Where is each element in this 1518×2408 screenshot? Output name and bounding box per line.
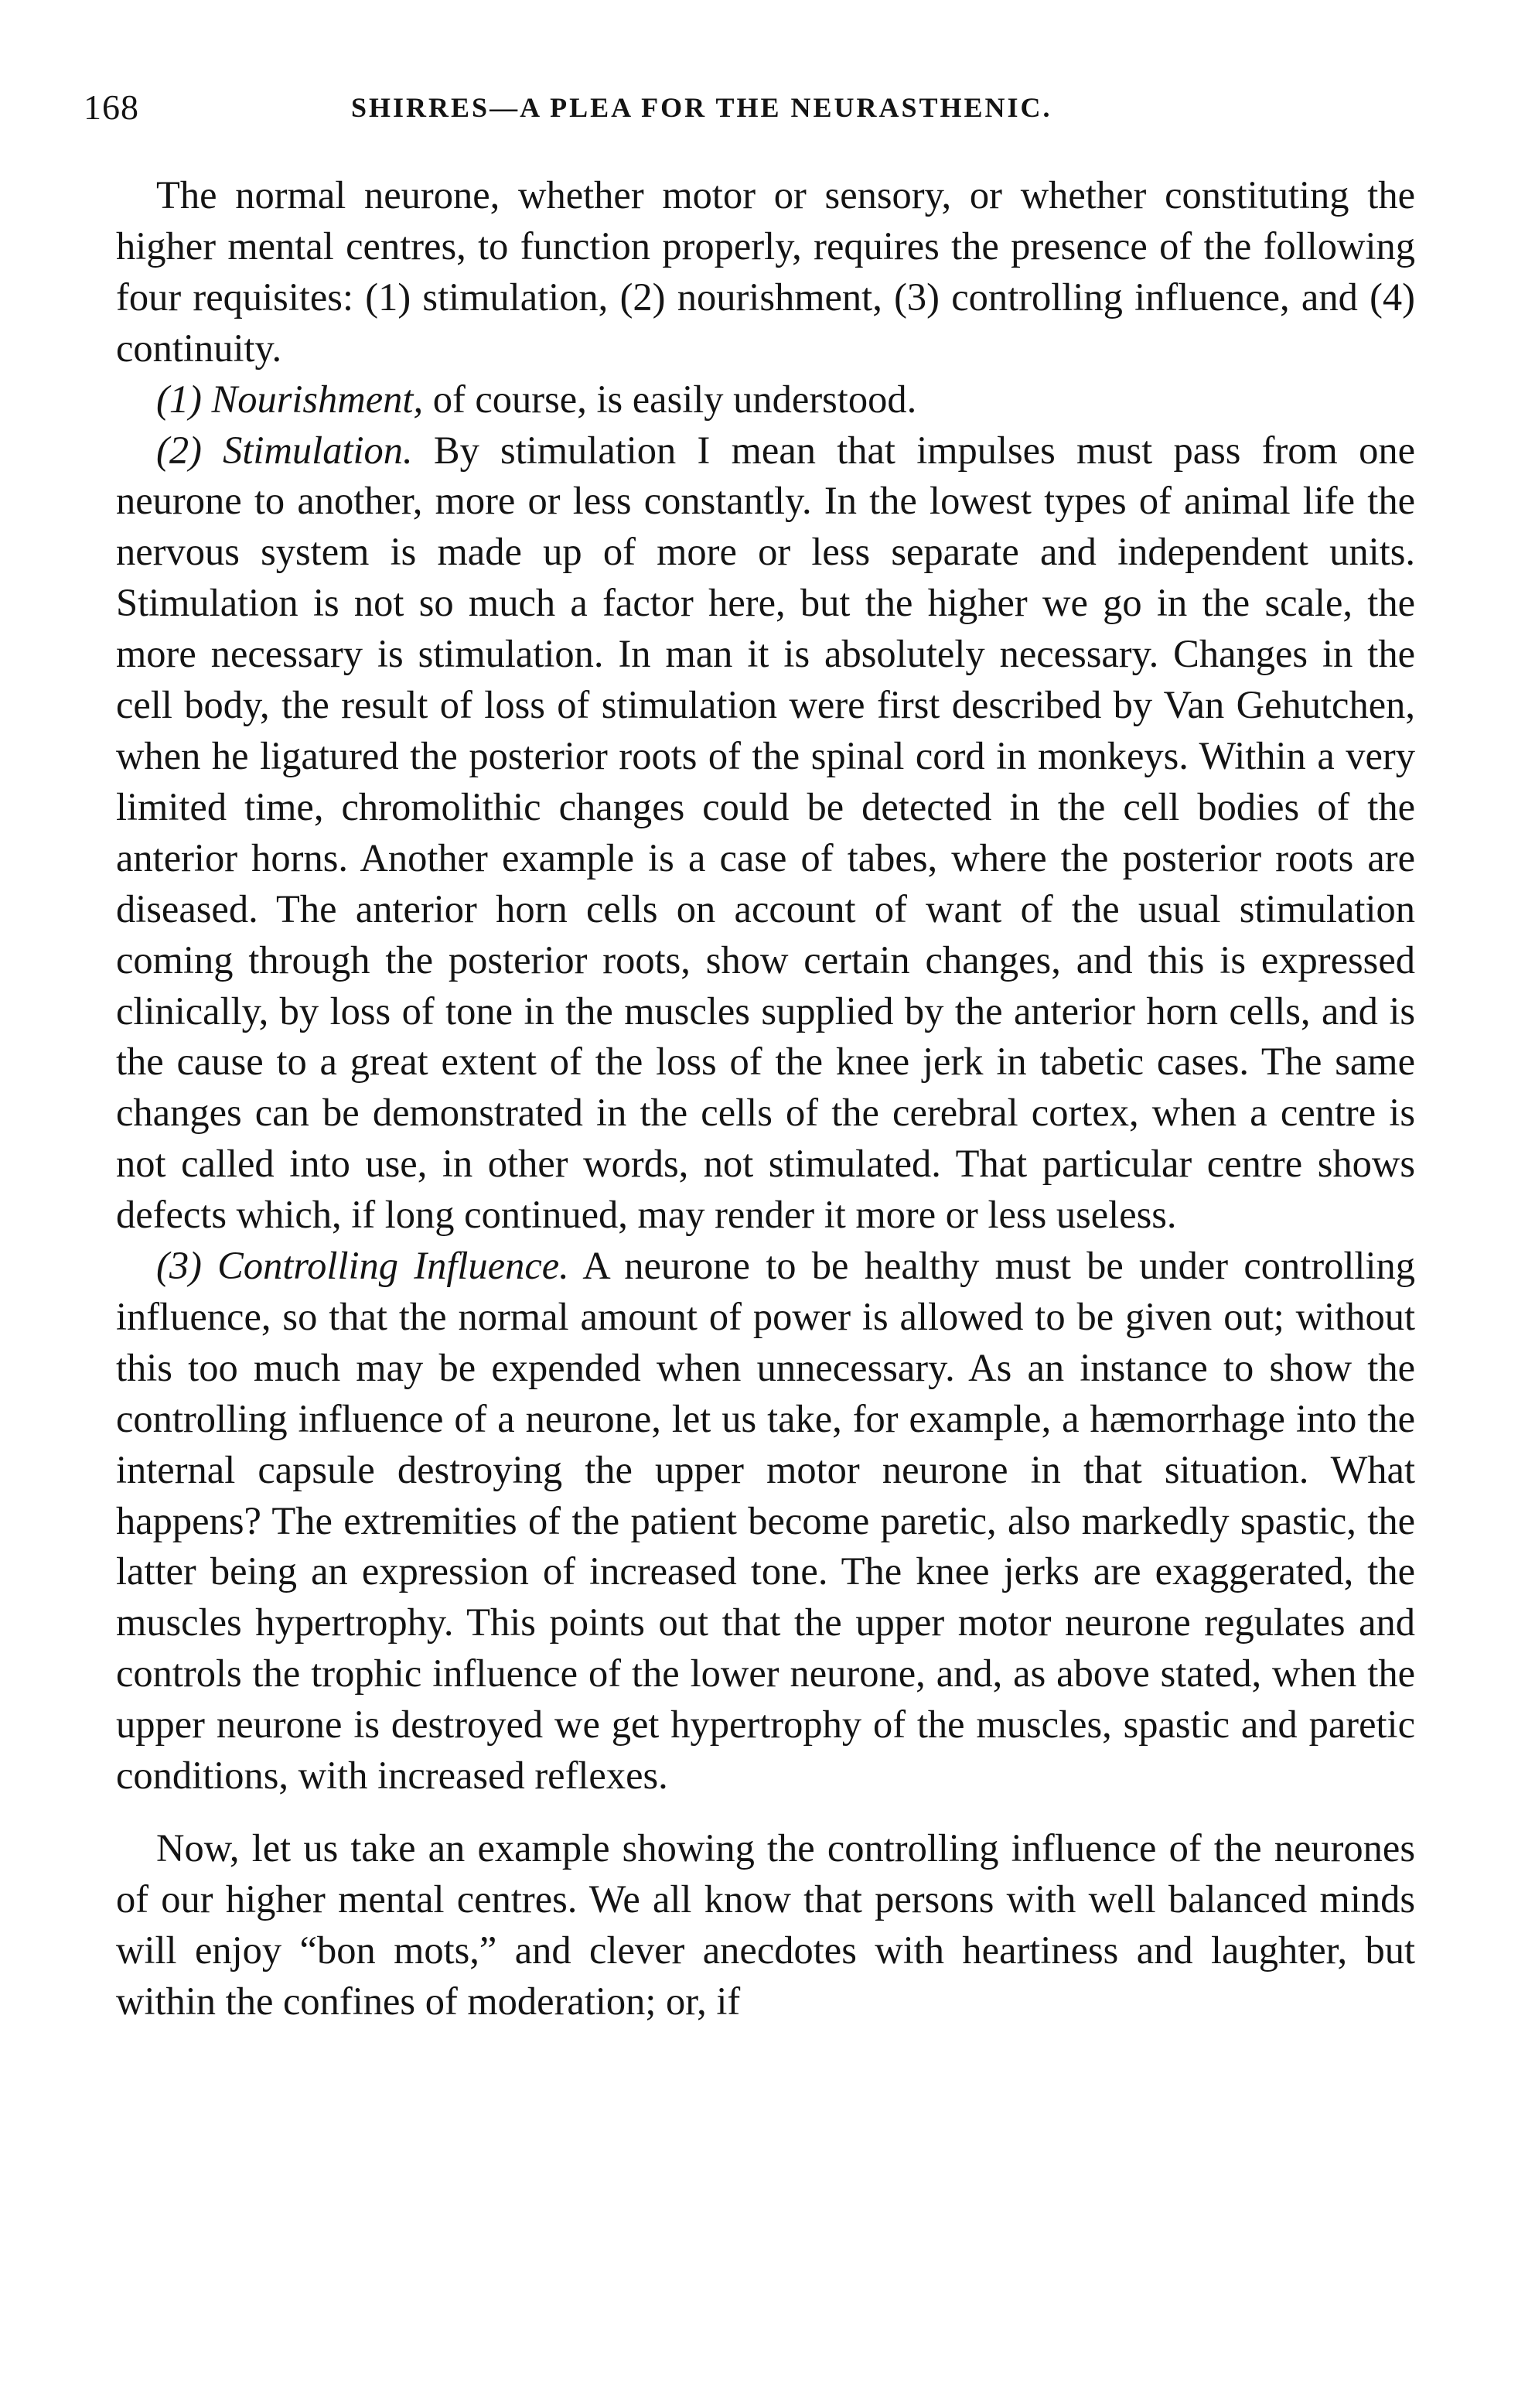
stimulation-heading: (2) Stimulation. — [156, 428, 413, 472]
paragraph-intro-text: The normal neurone, whether motor or sensory, or whether constituting the higher mental centres, to function properly, requires the presence of the following four requisites: (1) stimulation, (2) nourishment, (3) controlling influence, and (4) continuity. — [116, 173, 1415, 370]
paragraph-intro — [116, 170, 1415, 374]
body-text — [116, 170, 1415, 2027]
paragraph-higher-centres — [116, 1823, 1415, 2027]
controlling-influence-heading: (3) Controlling Influence. — [156, 1244, 569, 1288]
paragraph-controlling-influence — [116, 1241, 1415, 1802]
nourishment-heading: (1) Nourishment, — [156, 377, 424, 421]
page-number: 168 — [84, 87, 139, 127]
running-head — [84, 87, 1429, 133]
nourishment-text: of course, is easily understood. — [423, 377, 917, 421]
paragraph-nourishment — [116, 374, 1415, 425]
paragraph-stimulation — [116, 425, 1415, 1242]
stimulation-text: By stimulation I mean that impulses must pass from one neurone to another, more or less constantly. In the lowest types of animal life the nervous system is made up of more or less separate and independent units. Stimulation is not so much a factor here, but the higher we go in the scale, the more necessary is stimulation. In man it is absolutely necessary. Changes in the cell body, the result of loss of stimulation were first described by Van Gehutchen, when he ligatured the posterior roots of the spinal cord in monkeys. Within a very limited time, chromolithic changes could be detected in the cell bodies of the anterior horns. Another example is a case of tabes, where the posterior roots are diseased. The anterior horn cells on account of want of the usual stimulation coming through the posterior roots, show certain changes, and this is expressed clinically, by loss of tone in the muscles supplied by the anterior horn cells, and is the cause to a great extent of the loss of the knee jerk in tabetic cases. The same changes can be demonstrated in the cells of the cerebral cortex, when a centre is not called into use, in other words, not stimulated. That particular centre shows defects which, if long continued, may render it more or less useless. — [116, 428, 1415, 1237]
controlling-influence-text: A neurone to be healthy must be under controlling influence, so that the normal amount of power is allowed to be given out; without this too much may be expended when unnecessary. As an instance to show the controlling influence of a neurone, let us take, for example, a hæmorrhage into the internal capsule destroying the upper motor neurone in that situation. What happens? The extremities of the patient become paretic, also markedly spastic, the latter being an expression of increased tone. The knee jerks are exaggerated, the muscles hypertrophy. This points out that the upper motor neurone regulates and controls the trophic influence of the lower neurone, and, as above stated, when the upper neurone is destroyed we get hypertrophy of the muscles, spastic and paretic conditions, with increased reflexes. — [116, 1244, 1415, 1798]
running-head-title: SHIRRES—A PLEA FOR THE NEURASTHENIC. — [351, 92, 1052, 123]
paragraph-higher-centres-text: Now, let us take an example showing the controlling influence of the neurones of our higher mental centres. We all know that persons with well balanced minds will enjoy “bon mots,” and clever anecdotes with heartiness and laughter, but within the confines of moderation; or, if — [116, 1826, 1415, 2023]
